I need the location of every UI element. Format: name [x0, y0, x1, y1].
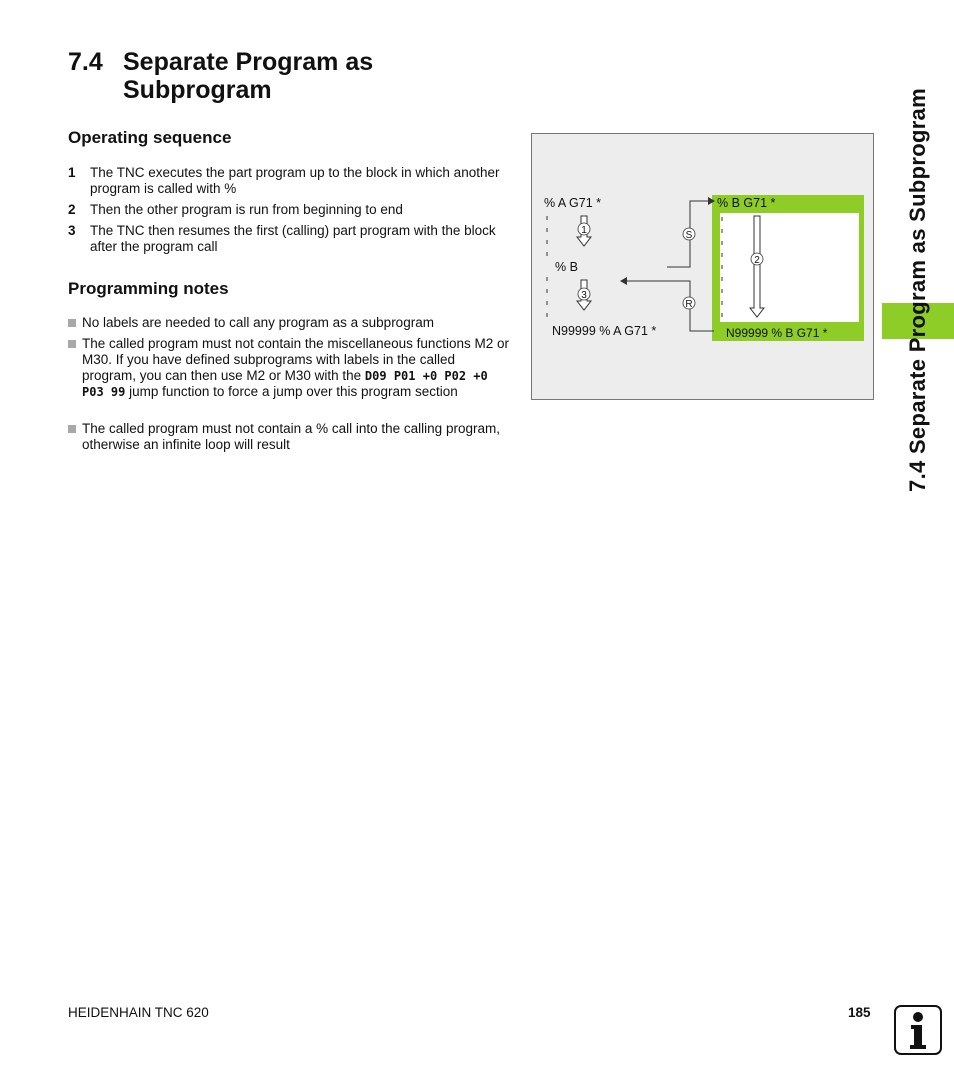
- note-item: [68, 421, 513, 455]
- step-number: 1: [68, 165, 76, 180]
- step-text: The TNC executes the part program up to the block in which another program is called with %: [90, 165, 500, 196]
- return-arrowhead: [620, 277, 627, 285]
- code-snippet: D09 P01 +0 P02 +0 P03 99: [82, 369, 488, 399]
- subprogram-diagram: [531, 133, 874, 400]
- step-item: [68, 202, 508, 220]
- section-title: Separate Program as Subprogram: [123, 48, 374, 104]
- section-number: 7.4: [68, 48, 103, 76]
- note-item: [68, 315, 513, 333]
- note-text: [82, 336, 512, 400]
- step-number: 3: [68, 223, 76, 238]
- marker-s-label: S: [685, 230, 693, 241]
- program-b-body: [720, 213, 859, 322]
- operating-heading: Operating sequence: [68, 128, 232, 147]
- note-text-part: jump function to force a jump over this program section: [129, 384, 458, 399]
- bullet-square-icon: [68, 319, 76, 327]
- marker-3-label: 3: [581, 290, 587, 301]
- marker-r-label: R: [685, 299, 693, 310]
- bullet-square-icon: [68, 340, 76, 348]
- step-text: The TNC then resumes the first (calling) part program with the block after the program call: [90, 223, 496, 254]
- note-text: The called program must not contain a % call into the calling program, otherwise an infinite loop will result: [82, 421, 500, 452]
- step-item: [68, 223, 508, 257]
- program-b-end: N99999 % B G71 *: [726, 326, 828, 340]
- sidebar-running-head: [896, 0, 940, 520]
- footer-manual-title: HEIDENHAIN TNC 620: [68, 1005, 209, 1020]
- page-number: 185: [848, 1005, 871, 1020]
- program-a-start: % A G71 *: [544, 196, 601, 210]
- note-text: No labels are needed to call any program as a subprogram: [82, 315, 434, 330]
- step-text: Then the other program is run from beginning to end: [90, 202, 403, 217]
- marker-2-label: 2: [754, 255, 760, 266]
- diagram-svg: [532, 134, 873, 399]
- marker-1-label: 1: [581, 225, 587, 236]
- program-a-end: N99999 % A G71 *: [552, 324, 657, 338]
- step-number: 2: [68, 202, 76, 217]
- program-a-call: % B: [555, 260, 578, 274]
- notes-heading: Programming notes: [68, 279, 229, 298]
- bullet-square-icon: [68, 425, 76, 433]
- note-text-part: The called program must not contain the miscellaneous functions M2 or M30. If you have defined subprograms with labels in the called program, you can then use M2 or M30 with the: [82, 336, 509, 383]
- info-icon: [894, 1005, 942, 1055]
- info-glyph: [896, 1007, 940, 1053]
- sidebar-running-head-text: 7.4 Separate Program as Subprogram: [905, 88, 930, 492]
- note-item: [68, 336, 513, 418]
- program-b-start: % B G71 *: [717, 196, 776, 210]
- step-item: [68, 165, 508, 199]
